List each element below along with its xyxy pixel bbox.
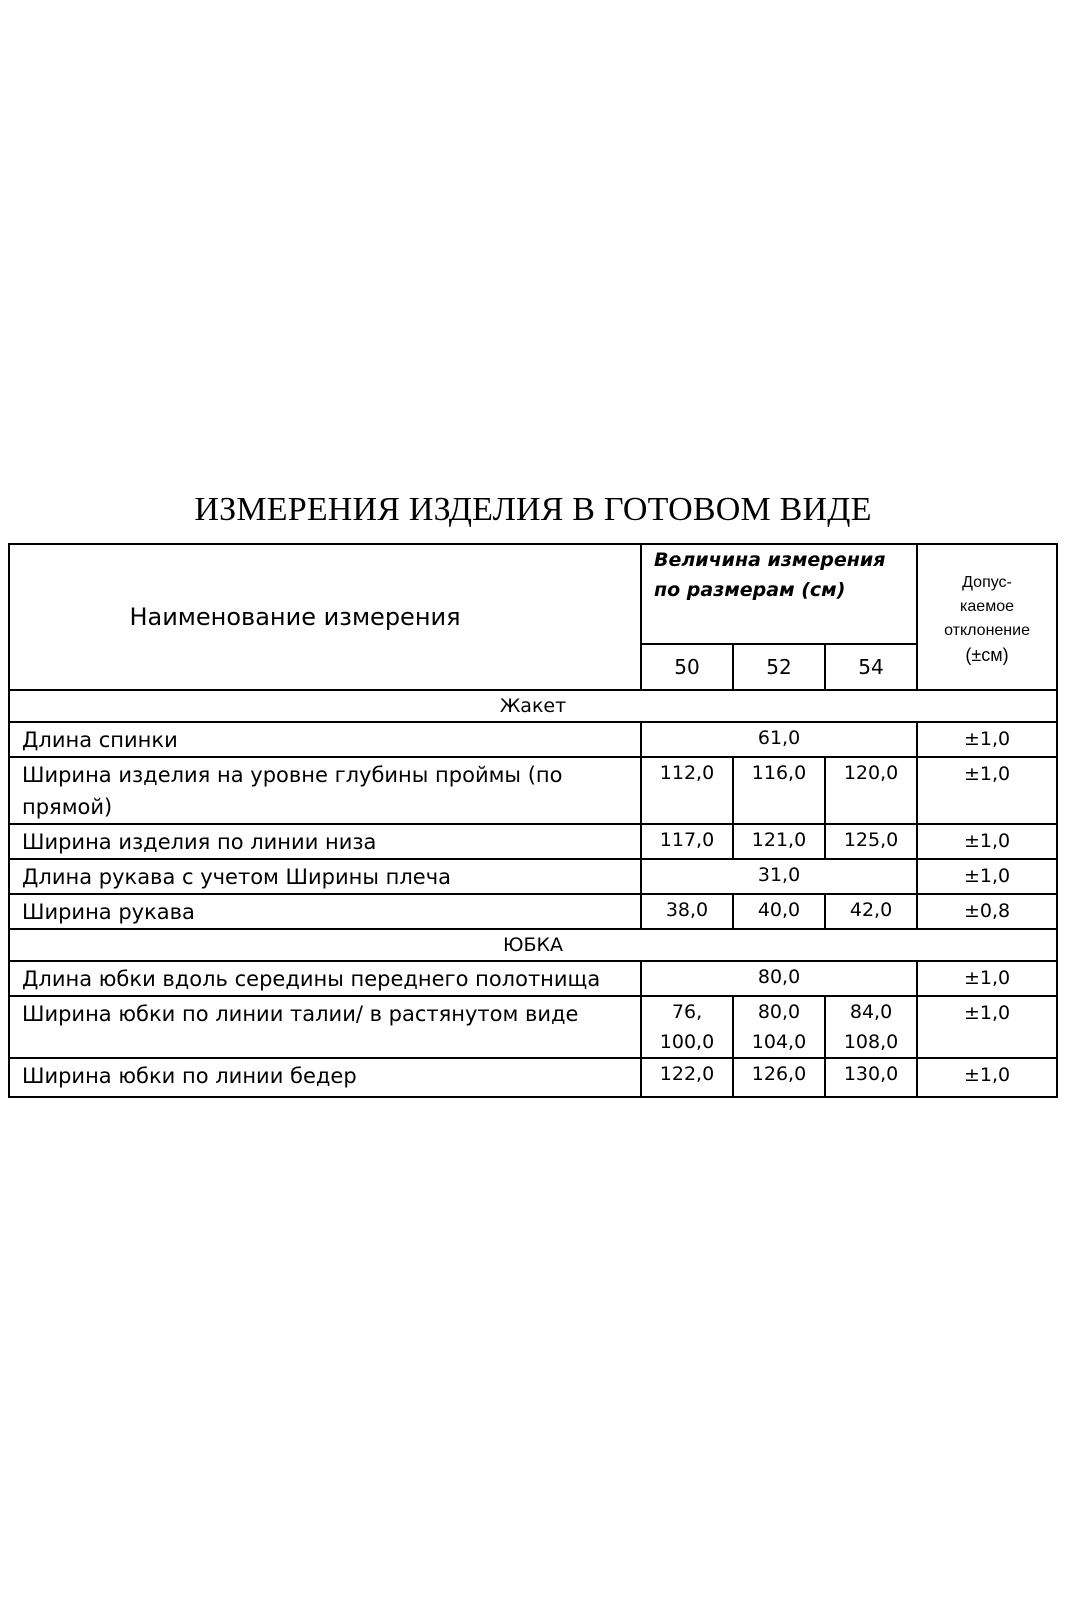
header-tolerance-line: каемое: [960, 598, 1014, 615]
measurement-value: [733, 996, 825, 1058]
measurement-tolerance: ±1,0: [917, 859, 1057, 894]
measurement-value: 126,0: [733, 1058, 825, 1097]
measurement-name: Ширина юбки по линии бедер: [9, 1058, 641, 1097]
value-line: 84,0: [849, 1001, 893, 1023]
table-row: [9, 722, 1057, 757]
measurement-tolerance: ±1,0: [917, 757, 1057, 824]
value-line: 100,0: [659, 1031, 715, 1053]
measurement-value: 120,0: [825, 757, 917, 824]
measurement-name: Длина юбки вдоль середины переднего полотнища: [9, 961, 641, 996]
measurement-value: 116,0: [733, 757, 825, 824]
measurement-name: Ширина юбки по линии талии/ в растянутом виде: [9, 996, 641, 1058]
header-measurement-name: Наименование измерения: [9, 544, 641, 690]
table-row: [9, 859, 1057, 894]
table-row: [9, 894, 1057, 929]
measurement-tolerance: ±0,8: [917, 894, 1057, 929]
measurement-value: 130,0: [825, 1058, 917, 1097]
measurement-value: [825, 996, 917, 1058]
header-tolerance-line: Допус-: [962, 574, 1012, 591]
section-title-skirt: ЮБКА: [9, 929, 1057, 961]
table-row: [9, 961, 1057, 996]
measurement-tolerance: ±1,0: [917, 824, 1057, 859]
measurement-value: 61,0: [641, 722, 917, 757]
table-row: [9, 757, 1057, 824]
measurement-name: Длина рукава с учетом Ширины плеча: [9, 859, 641, 894]
header-size-50: 50: [641, 644, 733, 690]
value-line: 108,0: [843, 1031, 899, 1053]
table-row: [9, 824, 1057, 859]
value-line: 104,0: [751, 1031, 807, 1053]
page-title: ИЗМЕРЕНИЯ ИЗДЕЛИЯ В ГОТОВОМ ВИДЕ: [194, 491, 872, 528]
measurement-name: Ширина рукава: [9, 894, 641, 929]
value-line: 80,0: [757, 1001, 801, 1023]
measurement-value: 42,0: [825, 894, 917, 929]
measurement-name: Ширина изделия по линии низа: [9, 824, 641, 859]
header-size-54: 54: [825, 644, 917, 690]
measurement-value: 117,0: [641, 824, 733, 859]
measurement-value: 80,0: [641, 961, 917, 996]
table-row: [9, 996, 1057, 1058]
measurement-value: 112,0: [641, 757, 733, 824]
measurement-value: 38,0: [641, 894, 733, 929]
header-tolerance-unit: (±см): [965, 645, 1009, 665]
measurement-tolerance: ±1,0: [917, 961, 1057, 996]
value-line: 76,: [671, 1001, 703, 1023]
header-size-group: Величина измерения по размерам (см): [641, 544, 917, 644]
table-row: [9, 1058, 1057, 1097]
measurement-value: 122,0: [641, 1058, 733, 1097]
measurement-value: [641, 996, 733, 1058]
measurement-name: Ширина изделия на уровне глубины проймы (по прямой): [9, 757, 641, 824]
header-size-52: 52: [733, 644, 825, 690]
header-tolerance-line: отклонение: [944, 622, 1030, 639]
section-title-jacket: Жакет: [9, 690, 1057, 722]
measurement-tolerance: ±1,0: [917, 996, 1057, 1058]
measurement-value: 31,0: [641, 859, 917, 894]
measurement-value: 125,0: [825, 824, 917, 859]
header-tolerance: [917, 544, 1057, 690]
measurement-tolerance: ±1,0: [917, 722, 1057, 757]
measurements-table: [8, 543, 1058, 1098]
measurement-tolerance: ±1,0: [917, 1058, 1057, 1097]
measurement-value: 40,0: [733, 894, 825, 929]
measurement-value: 121,0: [733, 824, 825, 859]
measurement-name: Длина спинки: [9, 722, 641, 757]
